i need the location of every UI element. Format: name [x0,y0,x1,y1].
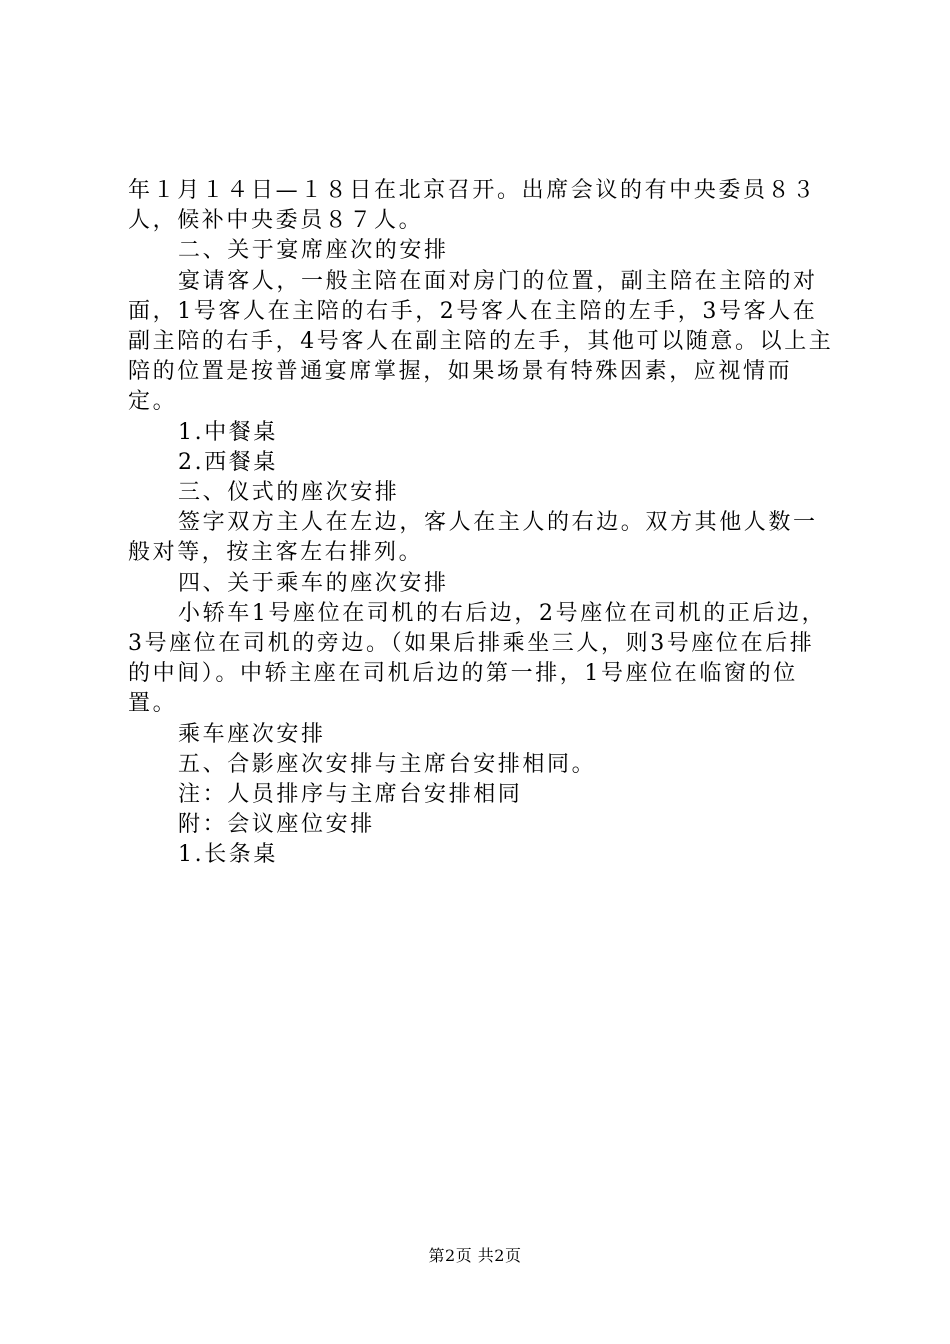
heading-banquet-seating: 二、关于宴席座次的安排 [178,238,449,264]
item-western-table: 2.西餐桌 [178,449,278,475]
note-ordering: 注：人员排序与主席台安排相同 [178,782,523,808]
document-body [128,176,834,871]
heading-car-seating: 四、关于乘车的座次安排 [178,570,449,596]
paragraph-car-seating: 小轿车1号座位在司机的右后边，2号座位在司机的正后边，3号座位在司机的旁边。（如果后排乘坐三人，则3号座位在后排的中间）。中轿主座在司机后边的第一排，1号座位在临窗的位置。 [128,600,827,717]
heading-photo-seating: 五、合影座次安排与主席台安排相同。 [178,751,597,777]
paragraph-ceremony-seating: 签字双方主人在左边，客人在主人的右边。双方其他人数一般对等，按主客左右排列。 [128,510,818,566]
item-chinese-table: 1.中餐桌 [178,419,278,445]
item-car-seating: 乘车座次安排 [178,721,326,747]
paragraph-meeting-dates: 年１月１４日—１８日在北京召开。出席会议的有中央委员８３人，候补中央委员８７人。 [128,178,817,234]
heading-ceremony-seating: 三、仪式的座次安排 [178,480,400,506]
appendix-meeting-seating: 附：会议座位安排 [178,812,375,838]
paragraph-banquet-seating: 宴请客人，一般主陪在面对房门的位置，副主陪在主陪的对面，1号客人在主陪的右手，2号客人在主陪的左手，3号客人在副主陪的右手，4号客人在副主陪的左手，其他可以随意。以上主陪的位置是按普通宴席掌握，如果场景有特殊因素，应视情而定。 [128,268,834,415]
page-number-footer: 第2页 共2页 [428,1246,522,1265]
item-long-table: 1.长条桌 [178,842,278,868]
